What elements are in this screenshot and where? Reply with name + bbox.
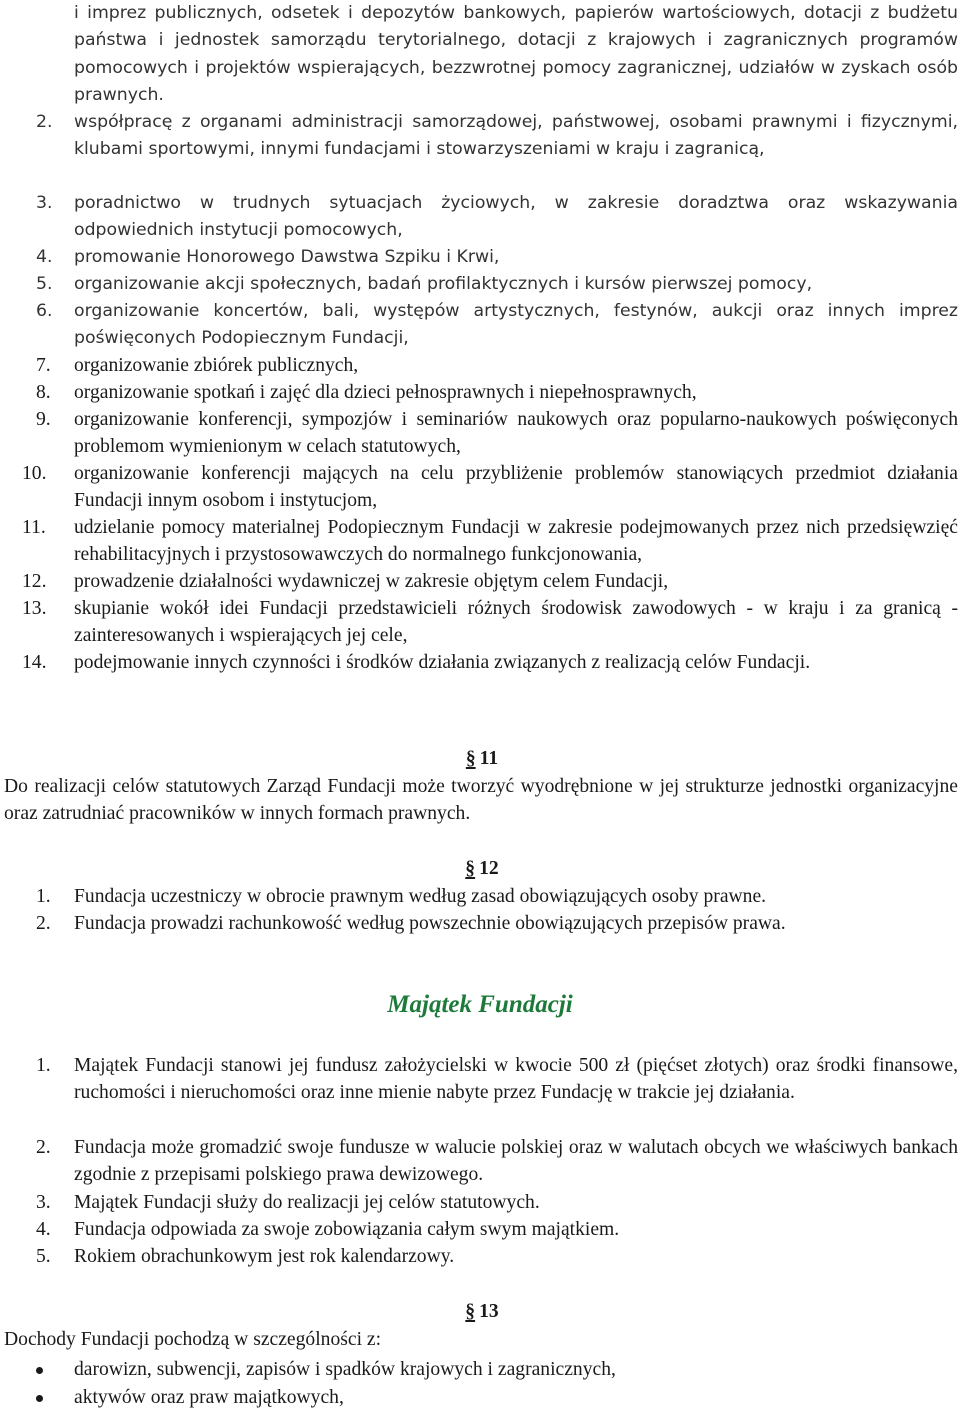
list-number: 2. [36, 112, 53, 132]
list-number: 5. [36, 1246, 51, 1267]
list-item [0, 1243, 960, 1270]
section-symbol: § [465, 748, 476, 769]
list-item [0, 460, 960, 514]
list-number: 4. [36, 1219, 51, 1240]
list-item [0, 1052, 960, 1134]
bullet-icon [36, 1367, 43, 1374]
section-12-list [0, 883, 960, 937]
list-number: 13. [22, 598, 47, 619]
list-item [0, 1134, 960, 1189]
list-item [0, 352, 960, 379]
activities-list [0, 109, 960, 352]
list-text: organizowanie zbiórek publicznych, [74, 355, 359, 376]
list-item [0, 595, 960, 649]
list-item [0, 109, 960, 190]
list-text: Majątek Fundacji służy do realizacji jej celów statutowych. [74, 1192, 540, 1213]
list-text: Fundacja może gromadzić swoje fundusze w walucie polskiej oraz w walutach obcych we właściwych bankach zgodnie z przepisami polskiego prawa dewizowego. [74, 1137, 958, 1186]
section-13-intro: Dochody Fundacji pochodzą w szczególności z: [4, 1329, 382, 1350]
list-item [0, 568, 960, 595]
list-text: poradnictwo w trudnych sytuacjach życiowych, w zakresie doradztwa oraz wskazywania odpowiednich instytucji pomocowych, [74, 193, 958, 241]
list-item [0, 244, 960, 271]
section-12-heading [0, 855, 960, 882]
bullet-item [0, 1384, 960, 1412]
list-text: udzielanie pomocy materialnej Podopiecznym Fundacji w zakresie podejmowanych przez nich przedsięwzięć rehabilitacyjnych i przystosowawczych do normalnego funkcjonowania, [74, 517, 958, 566]
continuation-paragraph: i imprez publicznych, odsetek i depozytów bankowych, papierów wartościowych, dotacji z budżetu państwa i jednostek samorządu terytorialnego, dotacji z krajowych i zagranicznych programów pomocowych i projektów wspierających, bezzwrotnej pomocy zagranicznej, udziałów w zyskach osób prawnych. [74, 3, 958, 105]
bullet-text: aktywów oraz praw majątkowych, [74, 1387, 344, 1408]
assets-list [0, 1052, 960, 1270]
list-text: podejmowanie innych czynności i środków działania związanych z realizacją celów Fundacji. [74, 652, 811, 673]
activities-list-serif [0, 352, 960, 703]
list-text: Fundacja uczestniczy w obrocie prawnym według zasad obowiązujących osoby prawne. [74, 886, 767, 907]
list-item [0, 883, 960, 910]
section-13-heading [0, 1298, 960, 1325]
list-item [0, 1189, 960, 1216]
list-text: organizowanie konferencji mających na celu przybliżenie problemów stanowiących przedmiot działania Fundacji innym osobom i instytucjom, [74, 463, 958, 512]
list-number: 2. [36, 913, 51, 934]
list-text: Fundacja odpowiada za swoje zobowiązania całym swym majątkiem. [74, 1219, 620, 1240]
list-item [0, 271, 960, 298]
list-item [0, 910, 960, 937]
section-symbol: § [465, 1301, 476, 1322]
list-text: skupianie wokół idei Fundacji przedstawicieli różnych środowisk zawodowych - w kraju i za granicą - zainteresowanych i wspierających jej cele, [74, 598, 958, 647]
list-text: Fundacja prowadzi rachunkowość według powszechnie obowiązujących przepisów prawa. [74, 913, 786, 934]
list-text: prowadzenie działalności wydawniczej w zakresie objętym celem Fundacji, [74, 571, 669, 592]
list-number: 11. [22, 517, 46, 538]
bullet-text: darowizn, subwencji, zapisów i spadków krajowych i zagranicznych, [74, 1359, 616, 1380]
list-item [0, 298, 960, 352]
list-item [0, 406, 960, 460]
list-item [0, 379, 960, 406]
bullet-item [0, 1356, 960, 1384]
list-number: 2. [36, 1137, 51, 1158]
list-number: 4. [36, 247, 53, 267]
list-text: organizowanie akcji społecznych, badań profilaktycznych i kursów pierwszej pomocy, [74, 274, 813, 294]
list-text: organizowanie koncertów, bali, występów artystycznych, festynów, aukcji oraz innych imprez poświęconych Podopiecznym Fundacji, [74, 301, 958, 349]
section-number: 11 [479, 748, 499, 769]
list-number: 1. [36, 886, 51, 907]
list-text: organizowanie konferencji, sympozjów i seminariów naukowych oraz popularno-naukowych poświęconych problemom wymienionym w celach statutowych, [74, 409, 958, 458]
list-text: promowanie Honorowego Dawstwa Szpiku i Krwi, [74, 247, 500, 267]
list-number: 9. [36, 409, 51, 430]
list-number: 3. [36, 1192, 51, 1213]
income-sources-list [0, 1356, 960, 1412]
assets-heading: Majątek Fundacji [387, 991, 573, 1018]
section-11-text: Do realizacji celów statutowych Zarząd Fundacji może tworzyć wyodrębnione w jej strukturze jednostki organizacyjne oraz zatrudniać pracowników w innych formach prawnych. [4, 776, 958, 825]
list-number: 8. [36, 382, 51, 403]
list-number: 14. [22, 652, 47, 673]
list-number: 6. [36, 301, 53, 321]
list-number: 3. [36, 193, 53, 213]
list-item [0, 649, 960, 703]
list-text: Majątek Fundacji stanowi jej fundusz założycielski w kwocie 500 zł (pięćset złotych) oraz środki finansowe, ruchomości i nieruchomości oraz inne mienie nabyte przez Fundację w trakcie jej działania. [74, 1055, 958, 1104]
list-item [0, 514, 960, 568]
list-text: organizowanie spotkań i zajęć dla dzieci pełnosprawnych i niepełnosprawnych, [74, 382, 697, 403]
list-number: 12. [22, 571, 47, 592]
list-number: 1. [36, 1055, 51, 1076]
list-text: Rokiem obrachunkowym jest rok kalendarzowy. [74, 1246, 455, 1267]
list-number: 10. [22, 463, 47, 484]
section-number: 13 [479, 1301, 499, 1322]
list-number: 7. [36, 355, 51, 376]
list-item [0, 190, 960, 244]
section-11-heading [0, 745, 960, 772]
section-symbol: § [465, 858, 476, 879]
bullet-icon [36, 1395, 43, 1402]
list-text: współpracę z organami administracji samorządowej, państwowej, osobami prawnymi i fizycznymi, klubami sportowymi, innymi fundacjami i stowarzyszeniami w kraju i zagranicą, [74, 112, 958, 160]
section-number: 12 [479, 858, 499, 879]
list-item [0, 1216, 960, 1243]
list-number: 5. [36, 274, 53, 294]
